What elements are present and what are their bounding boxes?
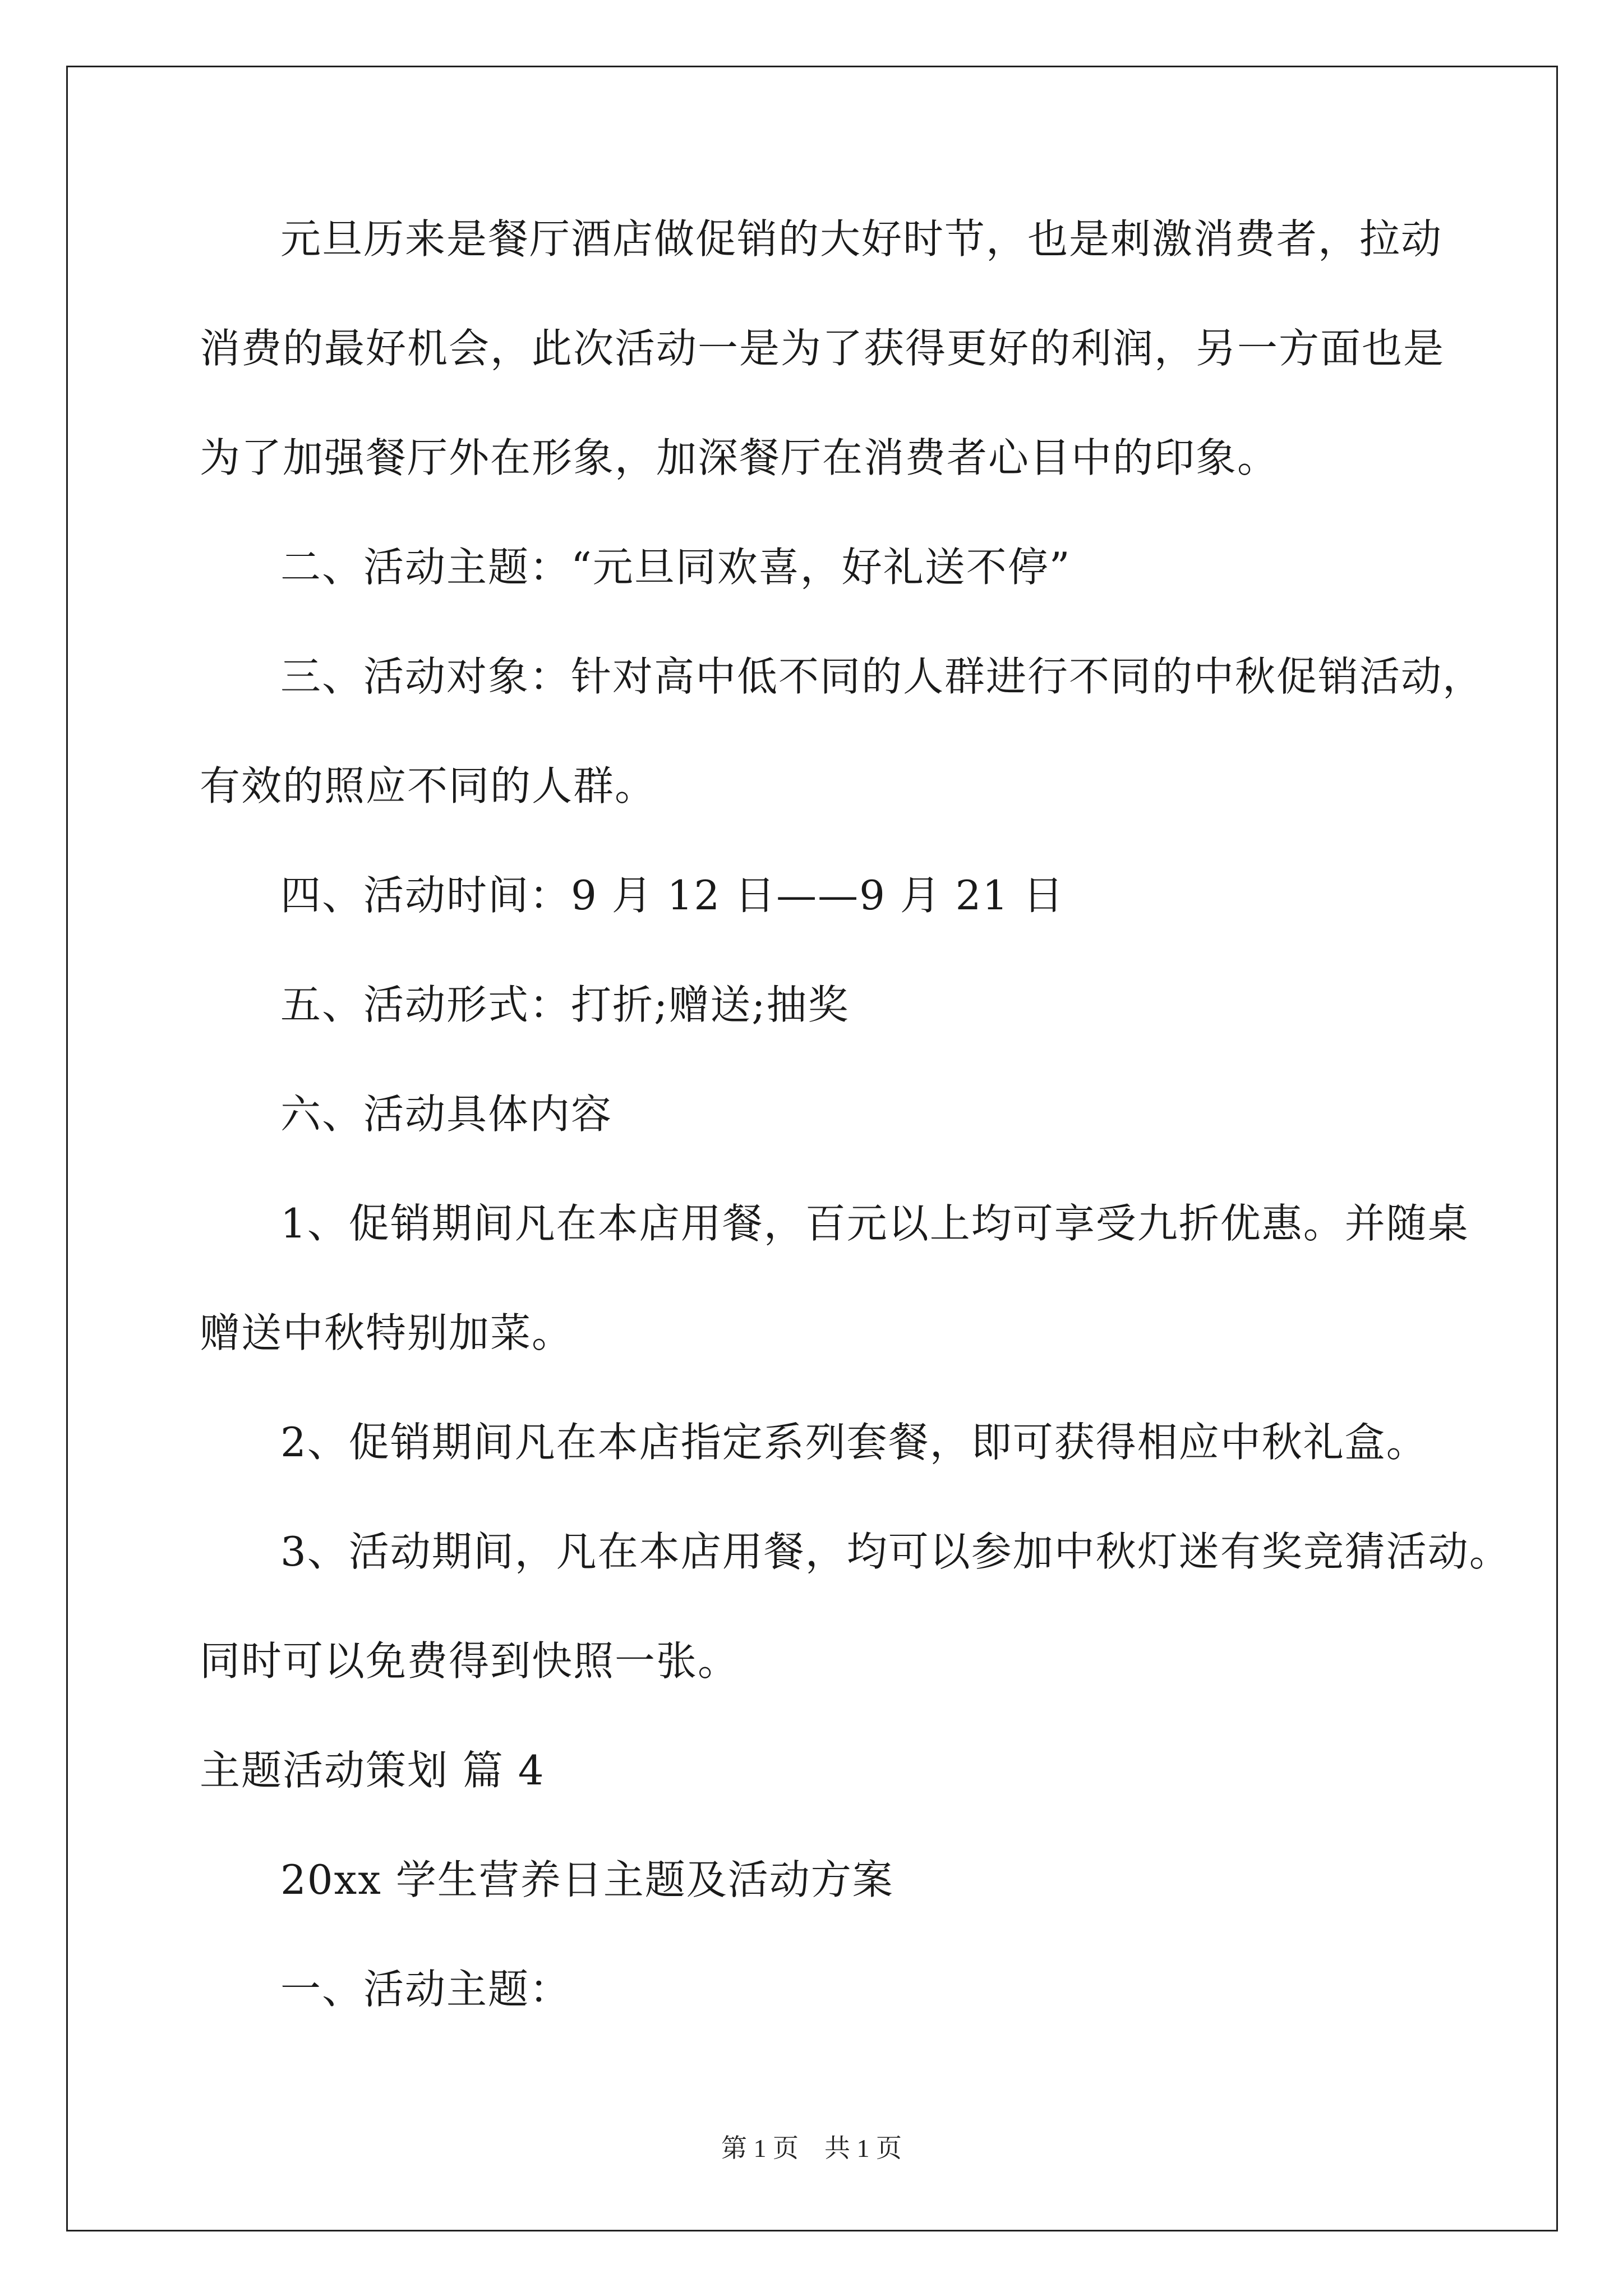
- section-heading: 二、活动主题：“元旦同欢喜，好礼送不停”: [280, 544, 1071, 591]
- list-item: 2、促销期间凡在本店指定系列套餐，即可获得相应中秋礼盒。: [280, 1419, 1428, 1466]
- list-item-continuation: 赠送中秋特别加菜。: [200, 1309, 574, 1356]
- paragraph-line: 为了加强餐厅外在形象，加深餐厅在消费者心目中的印象。: [200, 434, 1279, 481]
- paragraph-line: 元旦历来是餐厅酒店做促销的大好时节，也是刺激消费者，拉动: [280, 215, 1443, 263]
- page-border: [66, 66, 1558, 2231]
- paragraph-line: 20xx 学生营养日主题及活动方案: [280, 1856, 894, 1903]
- paragraph-line: 有效的照应不同的人群。: [200, 762, 657, 809]
- paragraph-line: 消费的最好机会，此次活动一是为了获得更好的利润，另一方面也是: [200, 325, 1445, 372]
- list-item: 1、促销期间凡在本店用餐，百元以上均可享受九折优惠。并随桌: [280, 1200, 1469, 1247]
- list-item-continuation: 同时可以免费得到快照一张。: [200, 1637, 740, 1685]
- article-title: 主题活动策划 篇 4: [200, 1747, 545, 1794]
- section-heading: 四、活动时间：9 月 12 日——9 月 21 日: [280, 872, 1065, 919]
- section-heading: 六、活动具体内容: [280, 1091, 613, 1138]
- section-heading: 五、活动形式：打折;赠送;抽奖: [280, 981, 850, 1028]
- page-footer: 第 1 页 共 1 页: [721, 2134, 902, 2162]
- list-item: 3、活动期间，凡在本店用餐，均可以参加中秋灯迷有奖竞猜活动。: [280, 1528, 1511, 1575]
- section-heading: 三、活动对象：针对高中低不同的人群进行不同的中秋促销活动，: [280, 653, 1484, 700]
- section-heading: 一、活动主题：: [280, 1966, 571, 2013]
